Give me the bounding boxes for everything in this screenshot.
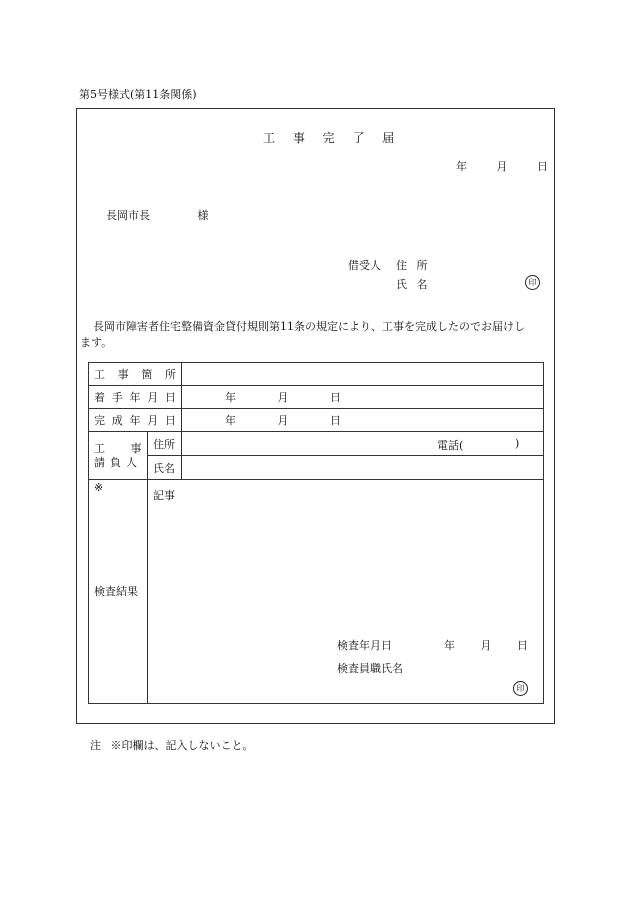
- inspection-date: 年 月 日: [444, 639, 528, 652]
- start-label: 着 手 年 月 日: [94, 391, 176, 404]
- date-line: [456, 158, 548, 174]
- contractor-phone-close: ): [515, 437, 520, 450]
- site-label: 工 事 箇 所: [94, 368, 176, 381]
- notes-label: 記事: [153, 489, 175, 502]
- inspection-label: 検査結果: [94, 585, 138, 598]
- date-month: 月: [496, 160, 508, 173]
- applicant-name-label: 氏 名: [396, 278, 428, 291]
- inspector-seal-icon: 印: [513, 681, 528, 696]
- statement-line-1: 長岡市障害者住宅整備資金貸付規則第11条の規定により、工事を完成したのでお届けし: [93, 320, 525, 333]
- contractor-phone-label: 電話(: [437, 439, 464, 452]
- date-year: 年: [456, 160, 467, 173]
- inspection-mark: ※: [94, 481, 104, 494]
- applicant-seal-icon: 印: [525, 275, 540, 290]
- finish-label-cell: [89, 409, 182, 432]
- finish-date-value[interactable]: 年 月 日: [182, 409, 544, 432]
- form-number: 第5号様式(第11条関係): [79, 88, 197, 101]
- contractor-label-cell: [89, 432, 148, 480]
- site-label-cell: [89, 363, 182, 386]
- contractor-name-value[interactable]: [182, 456, 544, 480]
- inspection-date-label: 検査年月日: [337, 639, 392, 652]
- addressee-name: 長岡市長: [106, 209, 150, 222]
- form-title: 工 事 完 了 届: [263, 131, 402, 145]
- finish-label: 完 成 年 月 日: [94, 414, 176, 427]
- contractor-label-line-2: 請負人: [94, 455, 142, 469]
- applicant-address-label: 住 所: [396, 259, 428, 272]
- start-label-cell: [89, 386, 182, 409]
- contractor-address-value[interactable]: [182, 432, 544, 456]
- contractor-address-label: 住所: [148, 432, 182, 456]
- inspection-body-cell: [148, 480, 544, 704]
- inspection-label-cell: [89, 480, 148, 704]
- completion-table: [88, 362, 544, 704]
- addressee-honorific: 様: [197, 209, 209, 222]
- addressee: [106, 207, 209, 223]
- inspector-label: 検査員職氏名: [337, 662, 403, 675]
- site-value[interactable]: [182, 363, 544, 386]
- date-day: 日: [537, 160, 548, 173]
- contractor-name-label: 氏名: [148, 456, 182, 480]
- start-date-value[interactable]: 年 月 日: [182, 386, 544, 409]
- applicant-role: 借受人: [348, 259, 381, 272]
- contractor-label-line-1: 工 事: [94, 441, 142, 455]
- footnote: 注 ※印欄は、記入しないこと。: [90, 739, 254, 752]
- statement-line-2: ます。: [80, 336, 113, 349]
